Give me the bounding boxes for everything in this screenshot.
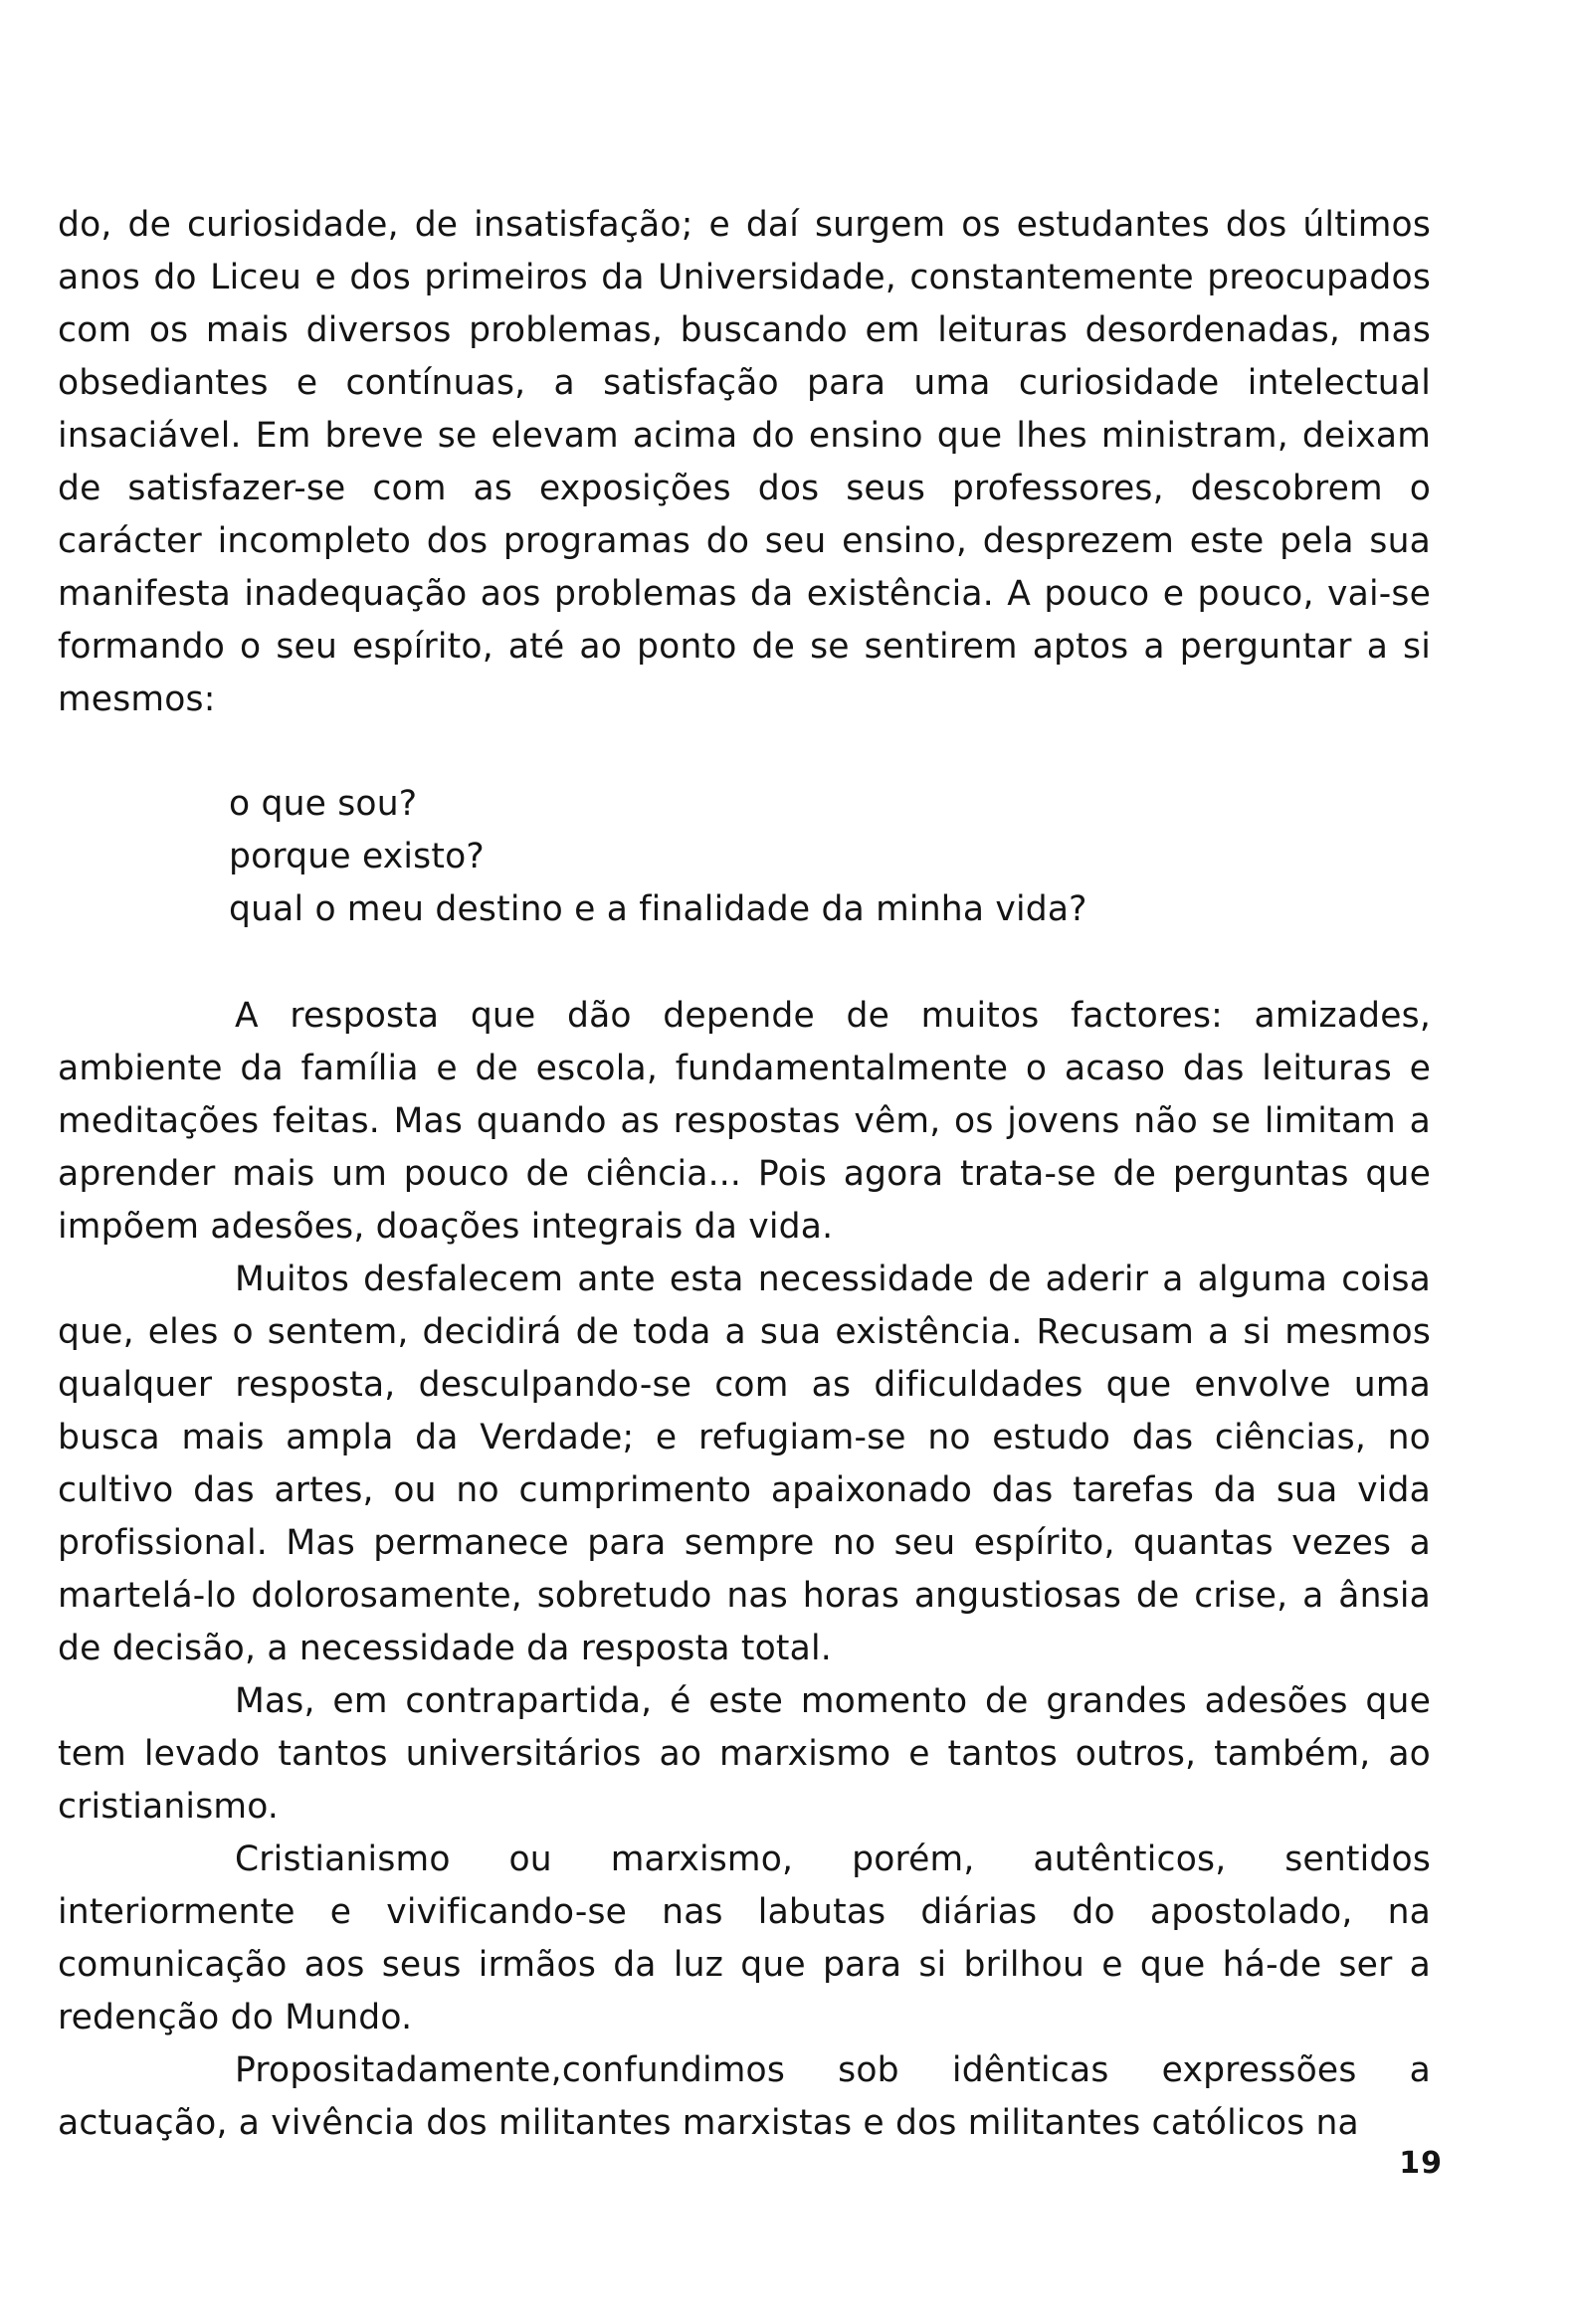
question-item: porque existo? [229,837,485,876]
body-text [58,199,1431,2150]
paragraph: Muitos desfalecem ante esta necessidade de aderir a alguma coisa que, eles o sentem, decidirá de toda a sua existência. Recusam a si mesmos qualquer resposta, desculpando-se com as dificuldades que envolve uma busca mais ampla da Verdade; e refugiam-se no estudo das ciências, no cultivo das artes, ou no cumprimento apaixonado das tarefas da sua vida profissional. Mas permanece para sempre no seu espírito, quantas vezes a martelá-lo dolorosamente, sobretudo nas horas angustiosas de crise, a ânsia de decisão, a necessidade da resposta total. [58,1259,1431,1668]
question-item: o que sou? [229,784,418,824]
page-number: 19 [1399,2146,1443,2181]
question-list [229,778,1431,936]
paragraph: Propositadamente,confundimos sob idênticas expressões a actuação, a vivência dos militantes marxistas e dos militantes católicos na [58,2050,1431,2143]
question-item: qual o meu destino e a finalidade da minha vida? [229,889,1087,929]
paragraph: Cristianismo ou marxismo, porém, autênticos, sentidos interiormente e vivificando-se nas labutas diárias do apostolado, na comunicação aos seus irmãos da luz que para si brilhou e que há-de ser a redenção do Mundo. [58,1840,1431,2037]
paragraph: Mas, em contrapartida, é este momento de grandes adesões que tem levado tantos universitários ao marxismo e tantos outros, também, ao cristianismo. [58,1681,1431,1827]
paragraph-continued: do, de curiosidade, de insatisfação; e daí surgem os estudantes dos últimos anos do Liceu e dos primeiros da Universidade, constantemente preocupados com os mais diversos problemas, buscando em leituras desordenadas, mas obsediantes e contínuas, a satisfação para uma curiosidade intelectual insaciável. Em breve se elevam acima do ensino que lhes ministram, deixam de satisfazer-se com as exposições dos seus professores, descobrem o carácter incompleto dos programas do seu ensino, desprezem este pela sua manifesta inadequação aos problemas da existência. A pouco e pouco, vai-se formando o seu espírito, até ao ponto de se sentirem aptos a perguntar a si mesmos: [58,205,1431,719]
paragraph: A resposta que dão depende de muitos factores: amizades, ambiente da família e de escola, fundamentalmente o acaso das leituras e meditações feitas. Mas quando as respostas vêm, os jovens não se limitam a aprender mais um pouco de ciência... Pois agora trata-se de perguntas que impõem adesões, doações integrais da vida. [58,996,1431,1247]
